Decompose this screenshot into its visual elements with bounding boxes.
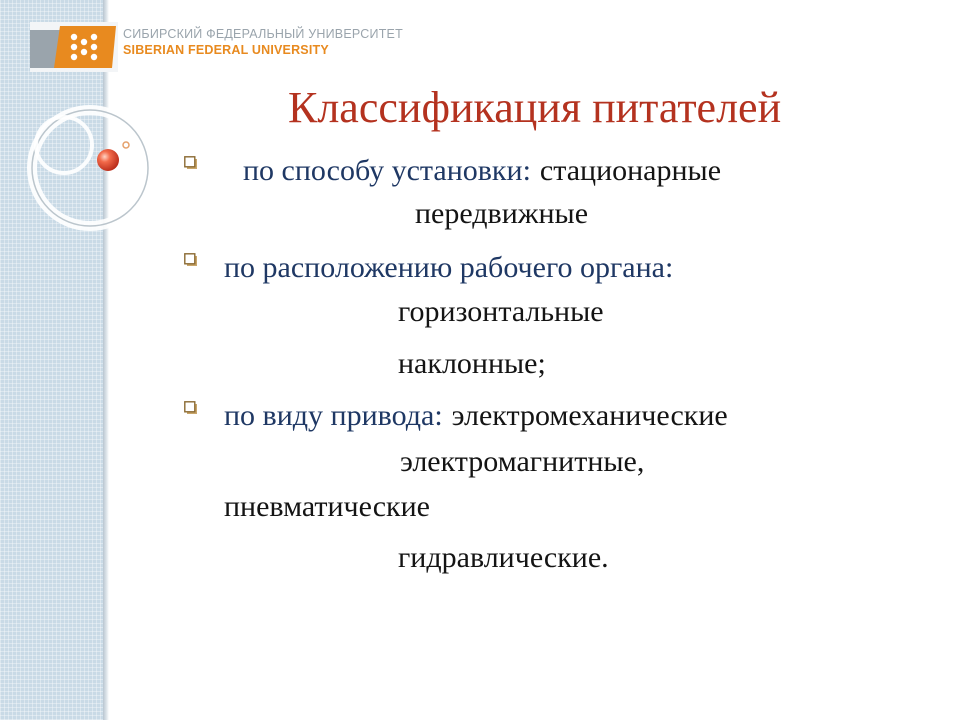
logo-name-en: SIBERIAN FEDERAL UNIVERSITY	[123, 43, 329, 57]
hollow-square-bullet-icon	[184, 156, 198, 170]
slide-title: Классификация питателей	[288, 83, 782, 132]
hollow-square-bullet-icon	[184, 253, 198, 267]
hollow-square-bullet-icon	[184, 401, 198, 415]
item-3-value-3: пневматические	[224, 490, 430, 523]
item-3-value-4: гидравлические.	[398, 541, 609, 574]
item-1-first-line	[243, 153, 721, 189]
item-3-first-line	[224, 398, 728, 434]
item-3-value-2: электромагнитные,	[400, 445, 645, 478]
item-1-value-2: передвижные	[415, 197, 589, 230]
item-1-category: по способу установки:	[243, 154, 531, 187]
item-2-first-line	[224, 250, 673, 286]
item-3-category: по виду привода:	[224, 399, 443, 432]
item-2-value-2: наклонные;	[398, 347, 546, 380]
orange-ball-icon	[97, 149, 119, 171]
logo-text	[123, 26, 403, 58]
tiny-ring-icon	[123, 142, 129, 148]
university-logo	[22, 16, 403, 76]
item-3-value-1: электромеханические	[451, 399, 728, 432]
item-2-value-1: горизонтальные	[398, 295, 604, 328]
logo-name-ru: СИБИРСКИЙ ФЕДЕРАЛЬНЫЙ УНИВЕРСИТЕТ	[123, 27, 403, 41]
university-logo-icon	[30, 22, 118, 72]
item-1-value-1: стационарные	[539, 154, 722, 187]
item-2-category: по расположению рабочего органа:	[224, 251, 674, 284]
small-ring-shape	[36, 117, 92, 173]
